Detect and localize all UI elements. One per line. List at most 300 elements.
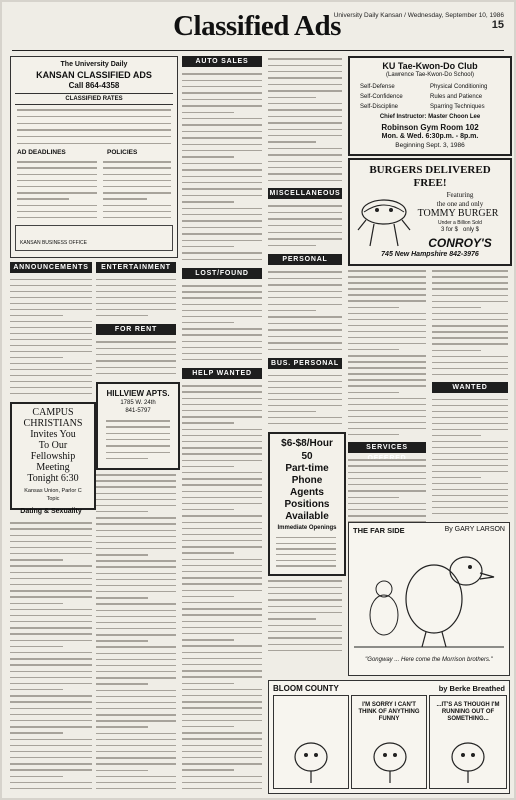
text-line [182,240,262,241]
kansan-line2: KANSAN CLASSIFIED ADS [36,70,152,80]
text-line [10,541,92,542]
taekwondo-subtitle: (Lawrence Tae-Kwon-Do School) [386,72,474,78]
text-line [182,291,262,292]
text-line [268,284,342,285]
text-line [17,174,97,175]
text-line [182,201,234,202]
text-line [268,232,342,233]
text-line [96,702,176,703]
kansan-classified-box [10,56,178,258]
text-line [432,507,508,508]
section-lost-found: LOST/FOUND [182,268,262,279]
text-line [268,65,342,66]
text-line [96,733,176,734]
text-line [182,522,262,523]
text-line [10,596,92,597]
text-line [182,227,262,228]
text-line [10,381,92,382]
text-line [348,313,426,314]
text-line [432,435,481,436]
text-line [96,770,148,771]
mail-form [15,225,173,251]
text-line [182,404,262,405]
text-line [182,188,262,189]
text-line [182,627,262,628]
hourly-line7: Available [285,511,329,522]
far-side-caption: "Gongway ... Here come the Morrison brothers." [365,657,493,663]
text-line [268,116,342,117]
col1-lower-text [10,520,92,792]
help-wanted-text [182,383,262,792]
text-line [432,429,508,430]
text-line [182,73,262,74]
text-line [10,303,92,304]
text-line [268,218,342,219]
text-line [182,757,262,758]
text-line [10,627,92,628]
text-line [182,714,262,715]
text-line [10,788,92,789]
text-line [182,621,262,622]
text-line [10,708,92,709]
text-line [348,404,426,405]
text-line [10,387,92,388]
text-line [10,763,92,764]
burgers-featuring: Featuring [446,191,474,199]
section-entertainment: ENTERTAINMENT [96,262,176,273]
text-line [106,426,170,427]
text-line [96,671,176,672]
bloom-character-icon [276,735,346,785]
text-line [268,84,342,85]
text-line [17,186,97,187]
text-line [348,484,426,485]
text-line [268,411,316,412]
text-line [182,118,262,119]
text-line [182,503,262,504]
text-line [182,398,262,399]
text-line [268,316,342,317]
text-line [17,109,171,110]
text-line [268,349,342,350]
bloom-character-icon [355,735,425,785]
taekwondo-times: Mon. & Wed. 6:30p.m. - 8p.m. [381,133,479,140]
text-line [96,291,176,292]
text-line [268,375,342,376]
text-line [10,584,92,585]
text-line [348,307,399,308]
text-line [182,782,262,783]
col4-upper-text [268,56,342,184]
text-line [10,357,63,358]
section-for-rent: FOR RENT [96,324,176,335]
text-line [96,603,176,604]
text-line [106,445,170,446]
col4-lower-text [268,578,342,654]
text-line [432,453,508,454]
text-line [268,618,316,619]
text-line [348,294,426,295]
burgers-name: TOMMY BURGER [417,208,499,219]
text-line [348,276,426,277]
burgers-price: 3 for $ only $ [440,227,480,233]
section-announcements: ANNOUNCEMENTS [10,262,92,273]
text-line [96,480,176,481]
text-line [348,509,426,510]
text-line [103,217,171,218]
text-line [182,608,262,609]
text-line [182,676,262,677]
text-line [182,131,262,132]
text-line [182,359,262,360]
text-line [10,351,92,352]
burgers-line2: FREE! [413,177,447,189]
section-auto-sales: AUTO SALES [182,56,262,67]
text-line [96,348,176,349]
text-line [268,387,342,388]
text-line [268,291,342,292]
text-line [96,726,148,727]
text-line [10,683,92,684]
text-line [182,664,262,665]
text-line [10,745,92,746]
text-line [268,278,342,279]
text-line [432,399,508,400]
text-line [10,751,92,752]
text-line [96,536,176,537]
text-line [432,501,508,502]
text-line [348,349,399,350]
text-line [432,489,508,490]
text-line [96,659,176,660]
text-line [182,633,262,634]
text-line [10,309,92,310]
text-line [96,297,176,298]
rates-bar [15,93,173,105]
text-line [17,167,97,168]
text-line [10,732,63,733]
campus-line2: CHRISTIANS [23,418,83,429]
text-line [268,644,342,645]
text-line [182,150,262,151]
text-line [348,459,426,460]
text-line [268,103,342,104]
text-line [182,334,262,335]
text-line [182,347,262,348]
policies-text-filler [103,159,171,221]
text-line [182,577,262,578]
text-line [268,417,342,418]
text-line [10,559,63,560]
text-line [276,548,336,549]
text-line [96,640,148,641]
text-line [103,192,171,193]
text-line [17,123,171,124]
text-line [182,689,262,690]
taekwondo-feature: Physical Conditioning [430,84,488,90]
text-line [182,776,262,777]
text-line [432,423,508,424]
text-line [432,374,508,375]
text-line [182,571,262,572]
text-line [348,497,399,498]
section-wanted: WANTED [432,382,508,393]
text-line [96,585,176,586]
text-line [268,323,342,324]
text-line [96,542,176,543]
text-line [432,495,508,496]
text-line [348,373,426,374]
for-rent-text [96,339,176,377]
rates-title: CLASSIFIED RATES [65,96,123,102]
text-line [96,315,148,316]
text-line [96,690,176,691]
text-line [182,246,234,247]
text-line [96,683,148,684]
text-line [432,282,508,283]
far-side-title: THE FAR SIDE [353,526,405,535]
text-line [268,205,342,206]
text-line [106,458,148,459]
campus-line7: Tonight 6:30 [27,473,79,484]
text-line [348,361,426,362]
text-line [10,333,92,334]
text-line [182,596,234,597]
hillview-features [106,418,170,462]
text-line [268,135,342,136]
text-line [182,297,262,298]
text-line [276,543,336,544]
policies-heading: POLICIES [107,149,138,156]
text-line [348,515,426,516]
text-line [432,471,508,472]
burgers-address: 745 New Hampshire 842-3976 [381,251,479,258]
text-line [96,360,176,361]
text-line [10,315,63,316]
text-line [10,522,92,523]
text-line [268,399,342,400]
text-line [348,503,426,504]
text-line [182,726,234,727]
text-line [348,282,426,283]
text-line [96,628,176,629]
text-line [10,565,92,566]
text-line [10,652,92,653]
text-line [432,356,508,357]
text-line [96,309,176,310]
announcements-text [10,277,92,397]
page-title: Classified Ads [173,10,341,42]
header-dateline: University Daily Kansan / Wednesday, September 10, 1986 15 [333,12,504,31]
text-line [432,288,508,289]
text-line [182,466,234,467]
text-line [182,385,262,386]
text-line [182,391,262,392]
text-line [268,637,342,638]
text-line [182,182,262,183]
section-help-wanted: HELP WANTED [182,368,262,379]
text-line [182,322,234,323]
text-line [268,599,342,600]
text-line [10,726,92,727]
hourly-immediate: Immediate Openings [277,525,337,531]
text-line [96,677,176,678]
section-personal: PERSONAL [268,254,342,265]
campus-line4: To Our [38,440,68,451]
text-line [96,597,148,598]
text-line [432,301,508,302]
text-line [432,325,508,326]
text-line [432,307,481,308]
text-line [96,757,176,758]
text-line [268,606,342,607]
page-header [12,6,504,51]
text-line [348,319,426,320]
text-line [182,137,262,138]
campus-line1: CAMPUS [32,407,74,418]
text-line [348,434,399,435]
text-line [182,732,262,733]
text-line [103,205,171,206]
text-line [17,180,97,181]
text-line [10,553,92,554]
text-line [268,310,316,311]
taekwondo-feature: Self-Confidence [360,94,403,100]
text-line [103,167,171,168]
wanted-text [432,397,508,517]
text-line [182,341,262,342]
text-line [268,77,342,78]
text-line [268,587,342,588]
text-line [268,180,342,181]
text-line [182,788,262,789]
taekwondo-feature: Sparring Techniques [430,104,485,110]
text-line [276,560,336,561]
text-line [182,416,262,417]
text-line [17,198,69,199]
text-line [17,192,97,193]
text-line [182,565,262,566]
taekwondo-title: KU Tae-Kwon-Do Club [382,61,478,71]
text-line [17,161,97,162]
text-line [10,658,92,659]
text-line [17,136,171,137]
text-line [96,634,176,635]
text-line [432,343,508,344]
text-line [96,530,176,531]
personal-text [268,269,342,353]
text-line [268,245,316,246]
text-line [182,528,262,529]
text-line [182,763,262,764]
text-line [96,279,176,280]
text-line [182,745,262,746]
text-line [96,511,148,512]
text-line [268,122,342,123]
text-line [96,517,176,518]
text-line [182,720,262,721]
text-line [348,478,426,479]
text-line [182,422,234,423]
text-line [182,614,262,615]
text-line [348,300,426,301]
bloom-county-comic [268,680,510,794]
text-line [10,369,92,370]
text-line [348,490,426,491]
text-line [182,316,262,317]
campus-line3: Invites You [30,429,76,440]
text-line [182,169,262,170]
text-line [182,156,234,157]
auto-sales-text [182,71,262,263]
text-line [96,548,176,549]
text-line [103,161,171,162]
text-line [17,116,171,117]
text-line [182,214,262,215]
text-line [106,452,170,453]
taekwondo-begins: Beginning Sept. 3, 1986 [395,142,465,149]
text-line [10,782,92,783]
text-line [96,367,176,368]
lost-found-text [182,283,262,363]
text-line [17,205,97,206]
text-line [10,279,92,280]
text-line [96,499,176,500]
hillview-title: HILLVIEW APTS. [106,389,170,398]
text-line [96,646,176,647]
text-line [182,80,262,81]
text-line [10,615,92,616]
section-services-offered: SERVICES [348,442,426,453]
text-line [268,167,342,168]
text-line [182,163,262,164]
text-line [103,198,147,199]
col5-text [348,268,426,438]
text-line [182,195,262,196]
text-line [182,751,262,752]
bloom-county-title: BLOOM COUNTY [273,684,339,693]
text-line [10,285,92,286]
text-line [10,677,92,678]
text-line [10,769,92,770]
text-line [268,329,342,330]
text-line [10,695,92,696]
text-line [182,546,262,547]
text-line [10,528,92,529]
hourly-details [276,535,336,569]
text-line [432,417,508,418]
text-line [103,186,171,187]
text-line [182,590,262,591]
text-line [10,321,92,322]
text-line [10,714,92,715]
text-line [103,211,171,212]
text-line [182,92,262,93]
text-line [10,393,92,394]
text-line [96,616,176,617]
text-line [96,474,176,475]
text-line [268,238,342,239]
text-line [432,477,481,478]
text-line [432,441,508,442]
section-miscellaneous: MISCELLANEOUS [269,190,341,197]
text-line [10,291,92,292]
text-line [96,341,176,342]
text-line [96,782,176,783]
text-line [348,367,426,368]
text-line [182,552,234,553]
text-line [103,180,171,181]
